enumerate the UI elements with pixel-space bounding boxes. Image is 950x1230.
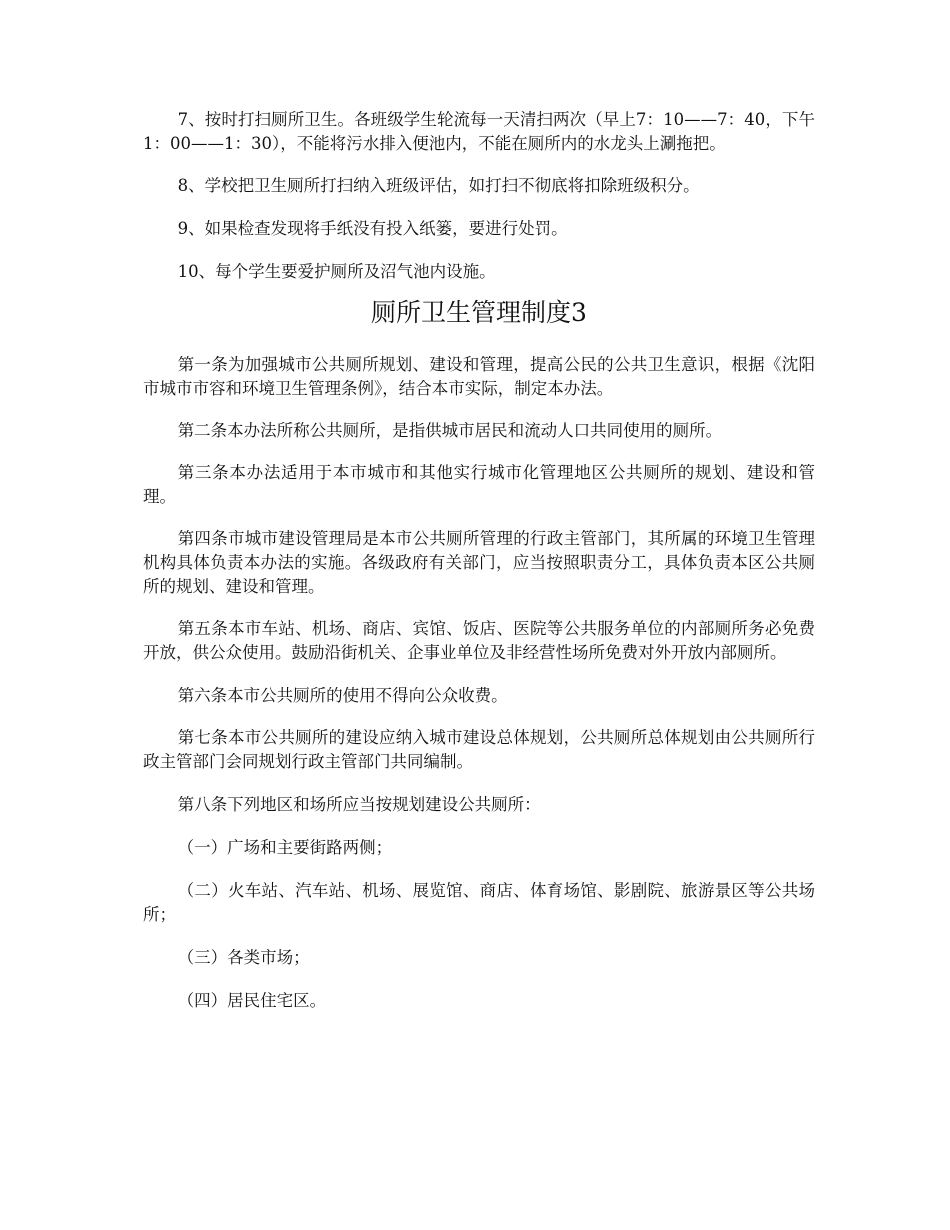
list-item-2: （二）火车站、汽车站、机场、展览馆、商店、体育场馆、影剧院、旅游景区等公共场所； bbox=[143, 881, 815, 924]
article-7-paragraph: 第七条本市公共厕所的建设应纳入城市建设总体规划，公共厕所总体规划由公共厕所行政主管部门会同规划行政主管部门共同编制。 bbox=[143, 728, 815, 771]
article-3-paragraph: 第三条本办法适用于本市城市和其他实行城市化管理地区公共厕所的规划、建设和管理。 bbox=[143, 463, 815, 506]
rule-7-paragraph: 7、按时打扫厕所卫生。各班级学生轮流每一天清扫两次（早上7：10——7：40，下午1：00——1：30），不能将污水排入便池内，不能在厕所内的水龙头上涮拖把。 bbox=[143, 110, 815, 153]
document-page bbox=[143, 108, 815, 1013]
article-5-paragraph: 第五条本市车站、机场、商店、宾馆、饭店、医院等公共服务单位的内部厕所务必免费开放，供公众使用。鼓励沿街机关、企事业单位及非经营性场所免费对外开放内部厕所。 bbox=[143, 619, 815, 662]
rule-8-paragraph: 8、学校把卫生厕所打扫纳入班级评估，如打扫不彻底将扣除班级积分。 bbox=[177, 176, 700, 195]
list-item-3: （三）各类市场； bbox=[177, 948, 310, 967]
section-title: 厕所卫生管理制度3 bbox=[371, 298, 587, 327]
article-6-paragraph: 第六条本市公共厕所的使用不得向公众收费。 bbox=[177, 686, 508, 705]
list-item-4: （四）居民住宅区。 bbox=[177, 991, 327, 1010]
rule-9-paragraph: 9、如果检查发现将手纸没有投入纸篓，要进行处罚。 bbox=[177, 219, 568, 238]
rule-10-paragraph: 10、每个学生要爱护厕所及沼气池内设施。 bbox=[177, 262, 496, 281]
article-8-paragraph: 第八条下列地区和场所应当按规划建设公共厕所： bbox=[177, 795, 541, 814]
article-4-paragraph: 第四条市城市建设管理局是本市公共厕所管理的行政主管部门，其所属的环境卫生管理机构具体负责本办法的实施。各级政府有关部门，应当按照职责分工，具体负责本区公共厕所的规划、建设和管理。 bbox=[143, 529, 815, 596]
article-1-paragraph: 第一条为加强城市公共厕所规划、建设和管理，提高公民的公共卫生意识，根据《沈阳市城市市容和环境卫生管理条例》，结合本市实际，制定本办法。 bbox=[143, 355, 815, 398]
list-item-1: （一）广场和主要街路两侧； bbox=[177, 838, 393, 857]
article-2-paragraph: 第二条本办法所称公共厕所，是指供城市居民和流动人口共同使用的厕所。 bbox=[177, 421, 723, 440]
